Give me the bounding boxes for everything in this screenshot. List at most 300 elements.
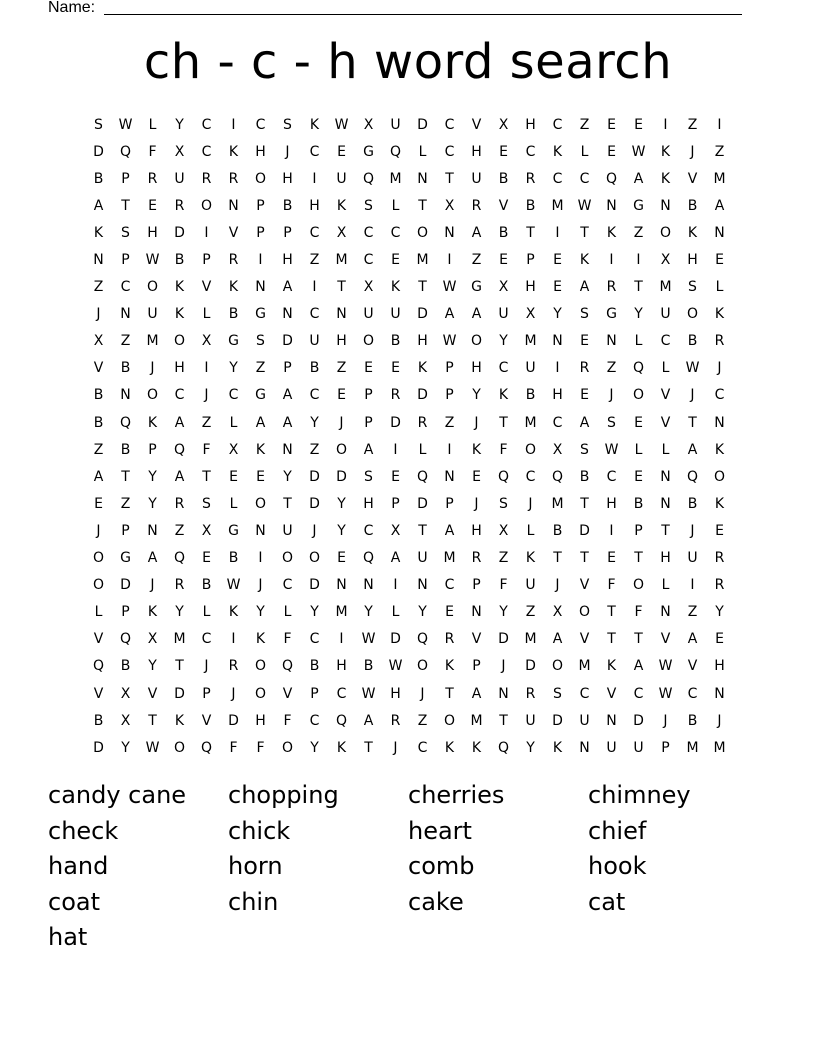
grid-letter: J	[150, 360, 155, 377]
grid-letter: V	[93, 360, 104, 377]
grid-letter: B	[687, 712, 698, 729]
grid-letter: M	[389, 170, 402, 187]
grid-letter: R	[579, 360, 590, 377]
grid-letter: X	[444, 197, 455, 214]
grid-letter: Y	[337, 495, 346, 512]
grid-letter: A	[444, 522, 455, 539]
grid-letter: N	[660, 197, 671, 214]
grid-letter: H	[687, 252, 698, 269]
grid-letter: D	[309, 495, 320, 512]
grid-letter: O	[578, 604, 591, 621]
grid-letter: H	[471, 143, 482, 160]
grid-letter: D	[93, 739, 104, 756]
word-list-item: candy cane	[48, 781, 187, 809]
grid-letter: C	[309, 143, 320, 160]
word-list-item: cat	[588, 887, 626, 916]
grid-letter: S	[688, 279, 697, 296]
grid-letter: Q	[551, 468, 564, 485]
grid-letter: L	[715, 279, 724, 296]
grid-letter: W	[442, 333, 457, 350]
grid-letter: C	[687, 685, 698, 702]
grid-row	[85, 436, 733, 463]
grid-letter: M	[470, 712, 483, 729]
grid-letter: K	[336, 197, 347, 214]
grid-letter: W	[361, 685, 376, 702]
grid-letter: V	[660, 631, 671, 648]
grid-letter: R	[606, 279, 617, 296]
grid-letter: Q	[281, 658, 294, 675]
grid-letter: U	[390, 116, 401, 133]
grid-letter: H	[147, 224, 158, 241]
grid-letter: M	[335, 252, 348, 269]
grid-letter: P	[121, 604, 130, 621]
grid-row	[85, 680, 733, 707]
grid-letter: D	[336, 468, 347, 485]
grid-letter: D	[498, 631, 509, 648]
grid-letter: J	[285, 143, 290, 160]
grid-letter: C	[120, 279, 131, 296]
grid-letter: O	[173, 333, 186, 350]
grid-letter: P	[202, 685, 211, 702]
grid-letter: W	[145, 252, 160, 269]
grid-letter: K	[552, 143, 563, 160]
grid-letter: K	[228, 279, 239, 296]
grid-letter: B	[120, 360, 131, 377]
grid-letter: O	[200, 197, 213, 214]
grid-letter: S	[94, 116, 103, 133]
grid-letter: Q	[497, 739, 510, 756]
grid-letter: K	[390, 279, 401, 296]
grid-letter: E	[607, 116, 616, 133]
grid-letter: K	[552, 739, 563, 756]
grid-letter: E	[337, 387, 346, 404]
grid-letter: C	[525, 143, 536, 160]
grid-letter: R	[147, 170, 158, 187]
grid-letter: O	[146, 387, 159, 404]
grid-letter: Y	[499, 333, 508, 350]
grid-letter: Q	[497, 468, 510, 485]
grid-letter: X	[93, 333, 104, 350]
grid-letter: X	[201, 522, 212, 539]
grid-letter: I	[690, 577, 695, 594]
word-list-item: coat	[48, 887, 100, 916]
grid-letter: J	[609, 387, 614, 404]
grid-letter: Z	[309, 441, 320, 458]
grid-letter: X	[498, 279, 509, 296]
grid-row	[85, 165, 733, 192]
grid-letter: B	[687, 333, 698, 350]
word-list-item: hand	[48, 852, 109, 881]
grid-letter: L	[526, 522, 535, 539]
grid-letter: O	[146, 279, 159, 296]
word-list-item: hook	[588, 852, 647, 881]
grid-letter: C	[228, 387, 239, 404]
grid-letter: H	[471, 522, 482, 539]
grid-letter: M	[173, 631, 186, 648]
grid-letter: N	[714, 224, 725, 241]
grid-letter: H	[174, 360, 185, 377]
grid-letter: X	[363, 116, 374, 133]
grid-letter: C	[552, 116, 563, 133]
grid-letter: Y	[175, 116, 184, 133]
grid-letter: D	[525, 658, 536, 675]
grid-letter: J	[204, 658, 209, 675]
grid-letter: R	[228, 170, 239, 187]
grid-letter: C	[201, 631, 212, 648]
grid-letter: V	[687, 658, 698, 675]
grid-row	[85, 626, 733, 653]
grid-letter: L	[202, 306, 211, 323]
grid-letter: Z	[93, 441, 104, 458]
grid-letter: Y	[310, 604, 319, 621]
grid-row	[85, 572, 733, 599]
grid-letter: Q	[362, 550, 375, 567]
grid-letter: F	[499, 577, 508, 594]
grid-letter: E	[634, 468, 643, 485]
grid-letter: Y	[148, 495, 157, 512]
grid-letter: Q	[173, 441, 186, 458]
grid-letter: J	[690, 522, 695, 539]
word-list-item: chimney	[588, 781, 691, 809]
grid-letter: M	[443, 550, 456, 567]
grid-letter: P	[148, 441, 157, 458]
grid-letter: C	[201, 143, 212, 160]
grid-letter: M	[578, 658, 591, 675]
grid-letter: Z	[714, 143, 725, 160]
grid-row	[85, 138, 733, 165]
grid-letter: T	[202, 468, 211, 485]
grid-letter: I	[231, 631, 236, 648]
grid-letter: O	[632, 387, 645, 404]
grid-letter: H	[390, 685, 401, 702]
grid-letter: G	[255, 306, 266, 323]
grid-letter: H	[525, 116, 536, 133]
name-label: Name:	[48, 0, 96, 16]
grid-letter: X	[120, 712, 131, 729]
grid-letter: X	[120, 685, 131, 702]
grid-letter: I	[609, 522, 614, 539]
grid-letter: N	[606, 712, 617, 729]
grid-letter: Z	[93, 279, 104, 296]
grid-row	[85, 463, 733, 490]
grid-letter: D	[282, 333, 293, 350]
grid-letter: Q	[416, 468, 429, 485]
grid-letter: K	[174, 306, 185, 323]
grid-letter: B	[93, 712, 104, 729]
grid-letter: Q	[119, 414, 132, 431]
grid-letter: Z	[174, 522, 185, 539]
grid-letter: K	[255, 441, 266, 458]
grid-letter: H	[471, 360, 482, 377]
grid-letter: O	[632, 577, 645, 594]
grid-letter: N	[552, 333, 563, 350]
grid-letter: T	[364, 739, 373, 756]
grid-letter: J	[96, 522, 101, 539]
grid-letter: C	[525, 468, 536, 485]
grid-letter: A	[579, 279, 590, 296]
grid-letter: R	[174, 197, 185, 214]
grid-letter: Z	[309, 252, 320, 269]
grid-letter: H	[282, 170, 293, 187]
grid-letter: N	[336, 577, 347, 594]
grid-letter: W	[442, 279, 457, 296]
grid-letter: A	[633, 658, 644, 675]
grid-row	[85, 599, 733, 626]
grid-letter: B	[552, 522, 563, 539]
grid-letter: Q	[335, 712, 348, 729]
grid-letter: Y	[310, 414, 319, 431]
grid-letter: H	[660, 550, 671, 567]
grid-letter: L	[661, 360, 670, 377]
grid-letter: I	[555, 360, 560, 377]
grid-letter: K	[309, 116, 320, 133]
grid-letter: T	[121, 197, 130, 214]
word-list-item: cake	[408, 887, 464, 916]
grid-letter: P	[121, 522, 130, 539]
grid-letter: O	[470, 333, 483, 350]
grid-letter: V	[579, 577, 590, 594]
grid-letter: K	[444, 658, 455, 675]
grid-letter: T	[634, 279, 643, 296]
grid-letter: V	[498, 197, 509, 214]
grid-letter: E	[337, 550, 346, 567]
grid-letter: P	[391, 495, 400, 512]
grid-letter: D	[417, 495, 428, 512]
grid-letter: L	[229, 495, 238, 512]
grid-letter: N	[579, 739, 590, 756]
grid-letter: D	[579, 522, 590, 539]
grid-letter: M	[524, 631, 537, 648]
grid-letter: L	[202, 604, 211, 621]
grid-letter: I	[204, 360, 209, 377]
grid-letter: N	[147, 522, 158, 539]
grid-letter: U	[606, 739, 617, 756]
grid-letter: Z	[525, 604, 536, 621]
grid-letter: E	[229, 468, 238, 485]
grid-letter: H	[255, 143, 266, 160]
word-list	[48, 778, 768, 956]
grid-letter: L	[634, 441, 643, 458]
grid-letter: L	[283, 604, 292, 621]
grid-letter: K	[417, 360, 428, 377]
grid-letter: R	[525, 685, 536, 702]
grid-letter: R	[525, 170, 536, 187]
grid-letter: B	[120, 441, 131, 458]
grid-letter: W	[361, 631, 376, 648]
grid-letter: E	[472, 468, 481, 485]
grid-letter: O	[416, 658, 429, 675]
grid-letter: J	[717, 360, 722, 377]
grid-row	[85, 734, 733, 761]
grid-letter: E	[337, 143, 346, 160]
grid-letter: O	[659, 224, 672, 241]
grid-letter: T	[445, 685, 454, 702]
grid-letter: E	[634, 414, 643, 431]
grid-letter: L	[661, 441, 670, 458]
grid-letter: D	[309, 577, 320, 594]
grid-letter: T	[121, 468, 130, 485]
grid-letter: H	[255, 712, 266, 729]
grid-letter: C	[390, 224, 401, 241]
grid-letter: O	[254, 658, 267, 675]
grid-letter: G	[363, 143, 374, 160]
grid-letter: J	[312, 522, 317, 539]
grid-letter: T	[418, 522, 427, 539]
grid-letter: A	[93, 197, 104, 214]
grid-letter: O	[173, 739, 186, 756]
grid-letter: M	[524, 333, 537, 350]
word-list-item: hat	[48, 923, 88, 952]
grid-letter: K	[714, 441, 725, 458]
letter-grid	[85, 111, 733, 761]
grid-letter: E	[553, 279, 562, 296]
grid-letter: F	[283, 712, 292, 729]
grid-letter: K	[147, 414, 158, 431]
grid-letter: J	[690, 143, 695, 160]
grid-letter: X	[525, 306, 536, 323]
grid-letter: E	[256, 468, 265, 485]
grid-letter: C	[444, 116, 455, 133]
grid-letter: T	[661, 522, 670, 539]
grid-letter: Y	[229, 360, 238, 377]
grid-letter: V	[201, 279, 212, 296]
grid-letter: N	[120, 306, 131, 323]
grid-letter: B	[309, 658, 320, 675]
grid-letter: K	[471, 739, 482, 756]
grid-letter: O	[92, 577, 105, 594]
grid-letter: M	[335, 604, 348, 621]
grid-letter: Y	[634, 306, 643, 323]
grid-letter: L	[391, 197, 400, 214]
grid-letter: X	[228, 441, 239, 458]
grid-letter: J	[204, 387, 209, 404]
grid-letter: U	[147, 306, 158, 323]
grid-letter: B	[120, 658, 131, 675]
grid-letter: Z	[579, 116, 590, 133]
grid-letter: W	[658, 658, 673, 675]
grid-letter: T	[634, 550, 643, 567]
grid-letter: O	[713, 468, 726, 485]
grid-letter: X	[390, 522, 401, 539]
grid-letter: U	[498, 306, 509, 323]
grid-letter: D	[228, 712, 239, 729]
grid-letter: U	[309, 333, 320, 350]
grid-letter: N	[714, 685, 725, 702]
grid-letter: D	[93, 143, 104, 160]
grid-letter: V	[660, 414, 671, 431]
grid-letter: A	[282, 279, 293, 296]
grid-letter: W	[226, 577, 241, 594]
grid-letter: K	[228, 604, 239, 621]
grid-letter: K	[174, 279, 185, 296]
grid-letter: P	[472, 658, 481, 675]
grid-letter: A	[687, 441, 698, 458]
grid-letter: I	[258, 252, 263, 269]
grid-letter: S	[499, 495, 508, 512]
grid-letter: B	[579, 468, 590, 485]
grid-letter: X	[498, 116, 509, 133]
grid-letter: P	[121, 170, 130, 187]
grid-letter: L	[634, 333, 643, 350]
grid-letter: I	[393, 577, 398, 594]
grid-letter: P	[283, 224, 292, 241]
grid-letter: P	[445, 495, 454, 512]
grid-letter: Z	[336, 360, 347, 377]
grid-letter: N	[714, 414, 725, 431]
grid-letter: K	[525, 550, 536, 567]
grid-letter: C	[201, 116, 212, 133]
grid-letter: H	[714, 658, 725, 675]
grid-letter: V	[147, 685, 158, 702]
grid-letter: D	[390, 414, 401, 431]
grid-letter: N	[282, 306, 293, 323]
grid-row	[85, 409, 733, 436]
grid-letter: G	[228, 522, 239, 539]
grid-letter: N	[417, 577, 428, 594]
grid-letter: Y	[715, 604, 724, 621]
page-title: ch - c - h word search	[143, 34, 673, 90]
grid-letter: Z	[120, 333, 131, 350]
grid-row	[85, 490, 733, 517]
grid-letter: B	[363, 658, 374, 675]
grid-letter: K	[336, 739, 347, 756]
grid-letter: M	[713, 739, 726, 756]
grid-letter: T	[607, 604, 616, 621]
word-list-item: horn	[228, 852, 283, 881]
grid-letter: B	[687, 495, 698, 512]
grid-letter: K	[147, 604, 158, 621]
grid-letter: P	[445, 387, 454, 404]
grid-letter: C	[174, 387, 185, 404]
grid-letter: D	[417, 306, 428, 323]
grid-letter: P	[256, 224, 265, 241]
grid-letter: A	[174, 468, 185, 485]
grid-letter: I	[258, 550, 263, 567]
grid-letter: E	[580, 333, 589, 350]
grid-letter: F	[148, 143, 157, 160]
grid-letter: W	[631, 143, 646, 160]
grid-letter: C	[309, 224, 320, 241]
grid-letter: S	[580, 441, 589, 458]
grid-letter: K	[660, 143, 671, 160]
grid-letter: Y	[148, 468, 157, 485]
grid-letter: Y	[310, 739, 319, 756]
grid-letter: L	[580, 143, 589, 160]
grid-letter: E	[715, 252, 724, 269]
grid-letter: B	[498, 170, 509, 187]
grid-letter: J	[717, 712, 722, 729]
grid-letter: Z	[687, 604, 698, 621]
grid-letter: U	[660, 306, 671, 323]
grid-letter: E	[148, 197, 157, 214]
grid-letter: O	[281, 739, 294, 756]
grid-letter: A	[390, 550, 401, 567]
grid-letter: C	[714, 387, 725, 404]
grid-letter: D	[174, 685, 185, 702]
grid-letter: S	[607, 414, 616, 431]
grid-letter: C	[444, 143, 455, 160]
grid-letter: P	[364, 414, 373, 431]
grid-letter: V	[282, 685, 293, 702]
grid-letter: W	[658, 685, 673, 702]
grid-letter: Y	[499, 604, 508, 621]
grid-letter: I	[339, 631, 344, 648]
grid-letter: C	[363, 224, 374, 241]
grid-letter: P	[634, 522, 643, 539]
grid-letter: N	[363, 577, 374, 594]
grid-letter: N	[282, 441, 293, 458]
grid-letter: D	[552, 712, 563, 729]
